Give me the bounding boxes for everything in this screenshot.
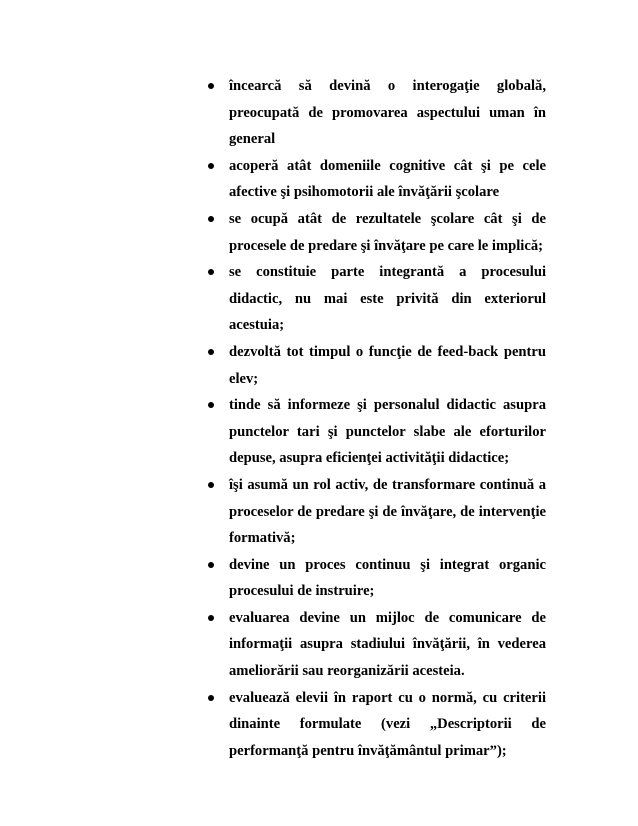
bullet-icon <box>208 216 214 222</box>
list-item <box>200 392 546 472</box>
bullet-list <box>200 73 546 764</box>
bullet-icon <box>208 482 214 488</box>
list-item <box>200 685 546 765</box>
list-item-text: evaluează elevii în raport cu o normă, cu criterii dinainte formulate (vezi „Descriptorii de performanţă pentru învăţământul primar”); <box>229 689 546 759</box>
list-item-text: dezvoltă tot timpul o funcţie de feed-back pentru elev; <box>229 343 546 387</box>
list-item-text: îşi asumă un rol activ, de transformare continuă a proceselor de predare şi de învăţare, de intervenţie formativă; <box>229 476 546 547</box>
list-item <box>200 339 546 392</box>
list-item-text: se constituie parte integrantă a procesului didactic, nu mai este privită din exteriorul acestuia; <box>229 264 546 334</box>
bullet-icon <box>208 695 214 701</box>
bullet-icon <box>208 562 214 568</box>
bullet-icon <box>208 163 214 169</box>
list-item <box>200 259 546 339</box>
list-item-text: acoperă atât domeniile cognitive cât şi pe cele afective şi psihomotorii ale învăţării şcolare <box>229 157 546 201</box>
bullet-icon <box>208 349 214 355</box>
list-item <box>200 552 546 605</box>
list-item <box>200 73 546 153</box>
list-item <box>200 206 546 259</box>
list-item <box>200 472 546 552</box>
list-item-text: devine un proces continuu şi integrat organic procesului de instruire; <box>229 556 546 600</box>
bullet-icon <box>208 83 214 89</box>
list-item <box>200 605 546 685</box>
bullet-icon <box>208 269 214 275</box>
bullet-icon <box>208 402 214 408</box>
list-item-text: evaluarea devine un mijloc de comunicare de informaţii asupra stadiului învăţării, în vederea ameliorării sau reorganizării acesteia. <box>229 609 546 680</box>
bullet-icon <box>208 615 214 621</box>
list-item-text: tinde să informeze şi personalul didactic asupra punctelor tari şi punctelor slabe ale eforturilor depuse, asupra eficienţei activităţii didactice; <box>229 397 546 467</box>
list-item <box>200 153 546 206</box>
list-item-text: se ocupă atât de rezultatele şcolare cât şi de procesele de predare şi învăţare pe care le implică; <box>229 210 546 254</box>
list-item-text: încearcă să devină o interogaţie globală, preocupată de promovarea aspectului uman în general <box>229 78 546 148</box>
